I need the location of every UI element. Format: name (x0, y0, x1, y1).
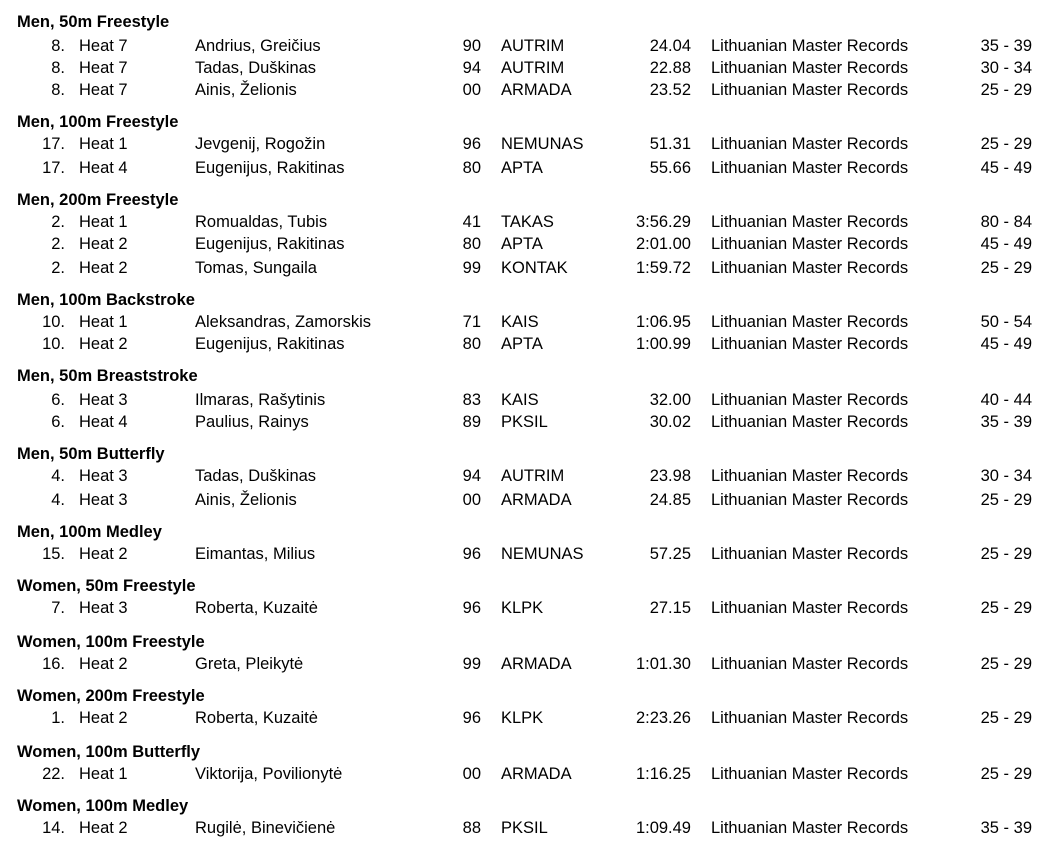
club-cell: APTA (501, 159, 543, 177)
swimmer-name-cell: Viktorija, Povilionytė (195, 765, 343, 783)
swimmer-name-cell: Eimantas, Milius (195, 545, 316, 563)
result-row (0, 598, 1057, 618)
time-cell: 23.52 (649, 81, 691, 99)
birth-year-cell: 71 (462, 313, 481, 331)
age-group-cell: 30 - 34 (980, 467, 1032, 485)
place-cell: 8. (51, 81, 65, 99)
record-type-cell: Lithuanian Master Records (711, 213, 909, 231)
result-row (0, 212, 1057, 232)
birth-year-cell: 41 (462, 213, 481, 231)
birth-year-cell: 88 (462, 819, 481, 837)
event-title: Women, 100m Freestyle (17, 633, 205, 651)
time-cell: 1:59.72 (635, 259, 691, 277)
age-group-cell: 25 - 29 (980, 599, 1032, 617)
heat-cell: Heat 7 (79, 37, 128, 55)
birth-year-cell: 89 (462, 413, 481, 431)
place-cell: 7. (51, 599, 65, 617)
swimmer-name-cell: Ilmaras, Rašytinis (195, 391, 326, 409)
place-cell: 10. (42, 335, 65, 353)
birth-year-cell: 96 (462, 545, 481, 563)
heat-cell: Heat 1 (79, 765, 128, 783)
age-group-cell: 25 - 29 (980, 545, 1032, 563)
club-cell: APTA (501, 235, 543, 253)
heat-cell: Heat 7 (79, 59, 128, 77)
heat-cell: Heat 1 (79, 135, 128, 153)
time-cell: 1:09.49 (635, 819, 691, 837)
age-group-cell: 25 - 29 (980, 259, 1032, 277)
age-group-cell: 25 - 29 (980, 81, 1032, 99)
record-type-cell: Lithuanian Master Records (711, 599, 909, 617)
record-type-cell: Lithuanian Master Records (711, 819, 909, 837)
heat-cell: Heat 2 (79, 259, 128, 277)
club-cell: KAIS (501, 313, 539, 331)
club-cell: KLPK (501, 709, 544, 727)
heat-cell: Heat 2 (79, 655, 128, 673)
swimmer-name-cell: Tadas, Duškinas (195, 467, 317, 485)
event-title: Women, 50m Freestyle (17, 577, 196, 595)
birth-year-cell: 94 (462, 467, 481, 485)
event-title: Men, 50m Freestyle (17, 13, 170, 31)
record-type-cell: Lithuanian Master Records (711, 655, 909, 673)
swimmer-name-cell: Roberta, Kuzaitė (195, 599, 318, 617)
result-row (0, 490, 1057, 510)
birth-year-cell: 99 (462, 655, 481, 673)
birth-year-cell: 00 (462, 765, 481, 783)
time-cell: 30.02 (649, 413, 691, 431)
age-group-cell: 40 - 44 (980, 391, 1032, 409)
age-group-cell: 25 - 29 (980, 655, 1032, 673)
event-title: Women, 100m Medley (17, 797, 189, 815)
result-row (0, 312, 1057, 332)
place-cell: 6. (51, 391, 65, 409)
record-type-cell: Lithuanian Master Records (711, 135, 909, 153)
event-title: Women, 100m Butterfly (17, 743, 201, 761)
heat-cell: Heat 2 (79, 819, 128, 837)
heat-cell: Heat 2 (79, 335, 128, 353)
birth-year-cell: 80 (462, 159, 481, 177)
heat-cell: Heat 2 (79, 545, 128, 563)
event-title: Men, 50m Breaststroke (17, 367, 198, 385)
age-group-cell: 80 - 84 (980, 213, 1032, 231)
time-cell: 27.15 (649, 599, 691, 617)
time-cell: 1:01.30 (635, 655, 691, 673)
birth-year-cell: 00 (462, 81, 481, 99)
place-cell: 4. (51, 467, 65, 485)
time-cell: 51.31 (649, 135, 691, 153)
birth-year-cell: 80 (462, 335, 481, 353)
swimmer-name-cell: Rugilė, Binevičienė (195, 819, 336, 837)
place-cell: 10. (42, 313, 65, 331)
birth-year-cell: 80 (462, 235, 481, 253)
birth-year-cell: 96 (462, 709, 481, 727)
time-cell: 1:06.95 (635, 313, 691, 331)
place-cell: 2. (51, 213, 65, 231)
age-group-cell: 45 - 49 (980, 235, 1032, 253)
time-cell: 24.04 (649, 37, 691, 55)
record-type-cell: Lithuanian Master Records (711, 391, 909, 409)
birth-year-cell: 99 (462, 259, 481, 277)
birth-year-cell: 96 (462, 135, 481, 153)
result-row (0, 412, 1057, 432)
result-row (0, 708, 1057, 728)
club-cell: AUTRIM (501, 37, 565, 55)
birth-year-cell: 00 (462, 491, 481, 509)
heat-cell: Heat 4 (79, 413, 128, 431)
age-group-cell: 35 - 39 (980, 413, 1032, 431)
club-cell: KONTAK (501, 259, 568, 277)
event-title: Men, 200m Freestyle (17, 191, 179, 209)
time-cell: 57.25 (649, 545, 691, 563)
time-cell: 2:23.26 (635, 709, 691, 727)
result-row (0, 134, 1057, 154)
result-row (0, 80, 1057, 100)
heat-cell: Heat 7 (79, 81, 128, 99)
heat-cell: Heat 3 (79, 391, 128, 409)
event-title: Men, 50m Butterfly (17, 445, 165, 463)
record-type-cell: Lithuanian Master Records (711, 467, 909, 485)
result-row (0, 818, 1057, 838)
record-type-cell: Lithuanian Master Records (711, 37, 909, 55)
club-cell: TAKAS (501, 213, 554, 231)
event-title: Men, 100m Backstroke (17, 291, 195, 309)
record-type-cell: Lithuanian Master Records (711, 491, 909, 509)
age-group-cell: 45 - 49 (980, 335, 1032, 353)
swimmer-name-cell: Ainis, Želionis (195, 491, 297, 509)
club-cell: PKSIL (501, 413, 548, 431)
event-title: Men, 100m Medley (17, 523, 162, 541)
heat-cell: Heat 3 (79, 467, 128, 485)
club-cell: KAIS (501, 391, 539, 409)
age-group-cell: 30 - 34 (980, 59, 1032, 77)
record-type-cell: Lithuanian Master Records (711, 259, 909, 277)
heat-cell: Heat 1 (79, 313, 128, 331)
place-cell: 1. (51, 709, 65, 727)
place-cell: 17. (42, 159, 65, 177)
result-row (0, 258, 1057, 278)
result-row (0, 654, 1057, 674)
age-group-cell: 35 - 39 (980, 37, 1032, 55)
swimmer-name-cell: Greta, Pleikytė (195, 655, 304, 673)
swimmer-name-cell: Eugenijus, Rakitinas (195, 335, 345, 353)
swimmer-name-cell: Tomas, Sungaila (195, 259, 317, 277)
time-cell: 32.00 (649, 391, 691, 409)
swimmer-name-cell: Roberta, Kuzaitė (195, 709, 318, 727)
time-cell: 2:01.00 (635, 235, 691, 253)
record-type-cell: Lithuanian Master Records (711, 313, 909, 331)
place-cell: 6. (51, 413, 65, 431)
swimmer-name-cell: Aleksandras, Zamorskis (195, 313, 372, 331)
swimmer-name-cell: Ainis, Želionis (195, 81, 297, 99)
place-cell: 2. (51, 235, 65, 253)
place-cell: 16. (42, 655, 65, 673)
swimmer-name-cell: Jevgenij, Rogožin (195, 135, 326, 153)
record-type-cell: Lithuanian Master Records (711, 235, 909, 253)
time-cell: 55.66 (649, 159, 691, 177)
record-type-cell: Lithuanian Master Records (711, 709, 909, 727)
place-cell: 14. (42, 819, 65, 837)
heat-cell: Heat 3 (79, 599, 128, 617)
result-row (0, 390, 1057, 410)
result-row (0, 234, 1057, 254)
swimmer-name-cell: Tadas, Duškinas (195, 59, 317, 77)
time-cell: 22.88 (649, 59, 691, 77)
place-cell: 17. (42, 135, 65, 153)
club-cell: NEMUNAS (501, 135, 584, 153)
club-cell: ARMADA (501, 491, 572, 509)
result-row (0, 158, 1057, 178)
result-row (0, 466, 1057, 486)
record-type-cell: Lithuanian Master Records (711, 81, 909, 99)
result-row (0, 36, 1057, 56)
time-cell: 24.85 (649, 491, 691, 509)
club-cell: ARMADA (501, 765, 572, 783)
club-cell: ARMADA (501, 655, 572, 673)
place-cell: 8. (51, 37, 65, 55)
result-row (0, 58, 1057, 78)
age-group-cell: 25 - 29 (980, 491, 1032, 509)
club-cell: ARMADA (501, 81, 572, 99)
swimmer-name-cell: Andrius, Greičius (195, 37, 321, 55)
heat-cell: Heat 3 (79, 491, 128, 509)
place-cell: 4. (51, 491, 65, 509)
record-type-cell: Lithuanian Master Records (711, 413, 909, 431)
place-cell: 22. (42, 765, 65, 783)
time-cell: 1:16.25 (635, 765, 691, 783)
swimmer-name-cell: Eugenijus, Rakitinas (195, 235, 345, 253)
record-type-cell: Lithuanian Master Records (711, 545, 909, 563)
swimmer-name-cell: Eugenijus, Rakitinas (195, 159, 345, 177)
result-row (0, 334, 1057, 354)
age-group-cell: 25 - 29 (980, 765, 1032, 783)
record-type-cell: Lithuanian Master Records (711, 765, 909, 783)
birth-year-cell: 90 (462, 37, 481, 55)
club-cell: PKSIL (501, 819, 548, 837)
age-group-cell: 45 - 49 (980, 159, 1032, 177)
record-type-cell: Lithuanian Master Records (711, 335, 909, 353)
age-group-cell: 25 - 29 (980, 135, 1032, 153)
birth-year-cell: 83 (462, 391, 481, 409)
time-cell: 1:00.99 (635, 335, 691, 353)
age-group-cell: 50 - 54 (980, 313, 1032, 331)
place-cell: 15. (42, 545, 65, 563)
record-type-cell: Lithuanian Master Records (711, 159, 909, 177)
result-row (0, 544, 1057, 564)
time-cell: 3:56.29 (635, 213, 691, 231)
heat-cell: Heat 4 (79, 159, 128, 177)
heat-cell: Heat 2 (79, 709, 128, 727)
birth-year-cell: 96 (462, 599, 481, 617)
age-group-cell: 35 - 39 (980, 819, 1032, 837)
heat-cell: Heat 2 (79, 235, 128, 253)
swimmer-name-cell: Romualdas, Tubis (195, 213, 328, 231)
record-type-cell: Lithuanian Master Records (711, 59, 909, 77)
event-title: Women, 200m Freestyle (17, 687, 205, 705)
event-title: Men, 100m Freestyle (17, 113, 179, 131)
club-cell: AUTRIM (501, 59, 565, 77)
club-cell: APTA (501, 335, 543, 353)
result-row (0, 764, 1057, 784)
place-cell: 8. (51, 59, 65, 77)
age-group-cell: 25 - 29 (980, 709, 1032, 727)
club-cell: KLPK (501, 599, 544, 617)
time-cell: 23.98 (649, 467, 691, 485)
swimmer-name-cell: Paulius, Rainys (195, 413, 309, 431)
club-cell: AUTRIM (501, 467, 565, 485)
club-cell: NEMUNAS (501, 545, 584, 563)
heat-cell: Heat 1 (79, 213, 128, 231)
place-cell: 2. (51, 259, 65, 277)
birth-year-cell: 94 (462, 59, 481, 77)
